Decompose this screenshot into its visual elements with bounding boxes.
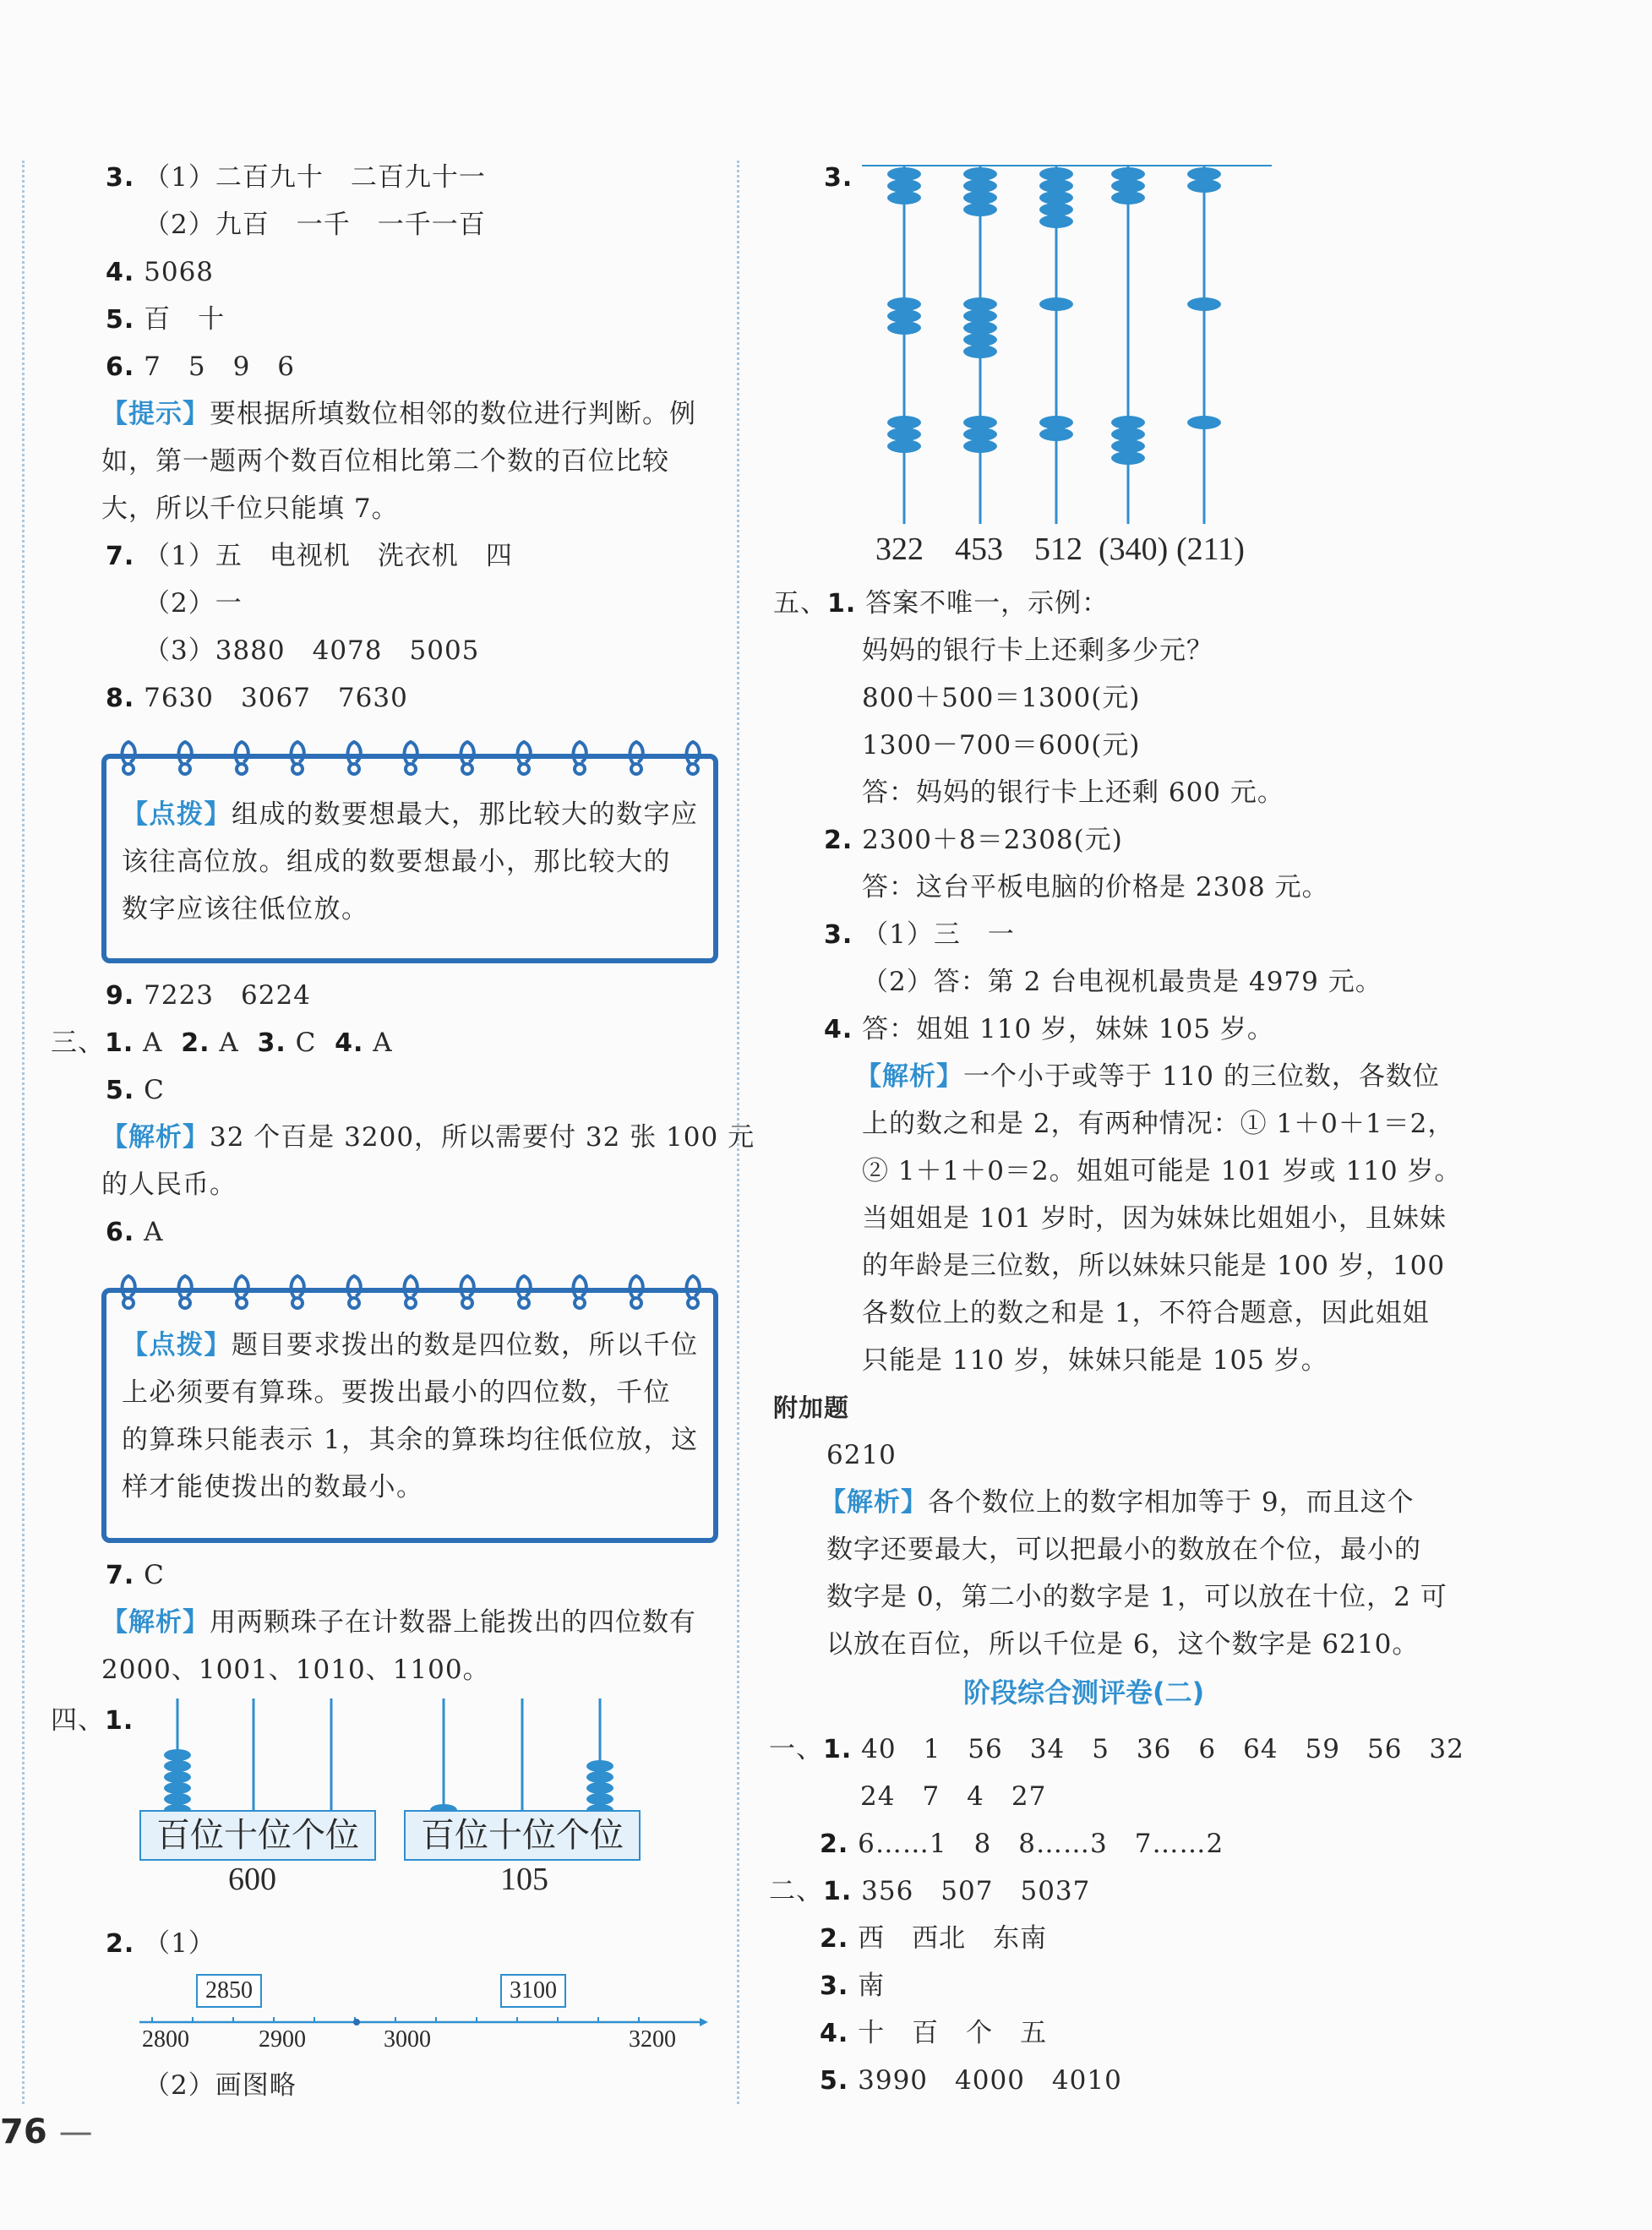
ring-icon bbox=[118, 737, 139, 779]
bead bbox=[1039, 179, 1073, 193]
counter-value: 105 bbox=[500, 1862, 548, 1897]
analysis-4-line-1 bbox=[820, 1479, 1415, 1526]
answer-number: 2. bbox=[820, 1829, 849, 1859]
tip-line-3 bbox=[122, 886, 369, 933]
abacus-value-4: (340) bbox=[1099, 532, 1169, 567]
answer-number: 6. bbox=[106, 352, 135, 382]
answer-3-2 bbox=[144, 201, 486, 248]
answer-text: （1）三 一 bbox=[862, 919, 1015, 950]
answer-text: （2）一 bbox=[144, 588, 243, 619]
tip-line-2 bbox=[122, 838, 671, 886]
bead bbox=[164, 1760, 191, 1772]
hint-tag: 【提示】 bbox=[101, 399, 210, 429]
tip-text: 的算珠只能表示 1，其余的算珠均往低位放，这 bbox=[122, 1425, 699, 1455]
analysis-3-line-6: 各数位上的数之和是 1，不符合题意，因此姐姐 bbox=[862, 1298, 1430, 1328]
abacus-value-1: 322 bbox=[875, 532, 924, 567]
answer-3-1 bbox=[106, 154, 486, 201]
answer-number: 4. bbox=[335, 1028, 364, 1058]
analysis-text: 一个小于或等于 110 的三位数，各数位 bbox=[963, 1061, 1440, 1092]
ring-icon bbox=[683, 737, 703, 779]
analysis-1-line-2 bbox=[101, 1161, 237, 1208]
number-box-3100: 3100 bbox=[500, 1974, 566, 2008]
section-label: 三、 bbox=[51, 1028, 105, 1058]
analysis-text: 各个数位上的数字相加等于 9，而且这个 bbox=[928, 1487, 1415, 1518]
tick-label: 2900 bbox=[259, 2026, 306, 2053]
bead bbox=[164, 1782, 191, 1794]
bead bbox=[1111, 179, 1145, 193]
analysis-text: 32 个百是 3200，所以需要付 32 张 100 元 bbox=[210, 1122, 755, 1153]
part2-answer-1 bbox=[769, 1867, 1090, 1915]
part1-answer-1-cont: 24 7 4 27 bbox=[860, 1781, 1047, 1812]
bead bbox=[1187, 297, 1221, 311]
section-label: 二、 bbox=[769, 1876, 823, 1906]
analysis-3-line-5: 的年龄是三位数，所以妹妹只能是 100 岁，100 bbox=[862, 1251, 1446, 1281]
ring-icon bbox=[118, 1271, 139, 1313]
answer-5-1 bbox=[773, 580, 1109, 627]
answer-3-6 bbox=[106, 1208, 164, 1256]
bead bbox=[1111, 439, 1145, 453]
bead bbox=[963, 309, 997, 323]
answer-number: 2. bbox=[820, 1924, 849, 1954]
ring-icon bbox=[175, 737, 195, 779]
answer-number: 3. bbox=[257, 1028, 286, 1058]
answer-text: 2300＋8＝2308(元) bbox=[862, 825, 1123, 855]
part1-answer-1 bbox=[769, 1726, 1464, 1773]
bead bbox=[164, 1793, 191, 1805]
answer-5-1-result: 答：妈妈的银行卡上还剩 600 元。 bbox=[862, 777, 1284, 808]
tip-tag: 【点拨】 bbox=[122, 1330, 232, 1360]
answer-4-2 bbox=[106, 1920, 215, 1967]
bead bbox=[1039, 416, 1073, 429]
tick-label: 2800 bbox=[142, 2026, 189, 2053]
hint-line-1 bbox=[101, 390, 696, 438]
analysis-text: 2000、1001、1010、1100。 bbox=[101, 1655, 490, 1685]
tip-tag: 【点拨】 bbox=[122, 799, 232, 830]
ring-icon bbox=[401, 737, 421, 779]
ring-icon bbox=[570, 1271, 590, 1313]
ring-icon bbox=[626, 1271, 646, 1313]
bead bbox=[887, 416, 921, 429]
answer-7-1 bbox=[106, 532, 513, 580]
answer-text: （1）五 电视机 洗衣机 四 bbox=[144, 541, 513, 571]
bead bbox=[887, 191, 921, 204]
ring-icon bbox=[232, 737, 252, 779]
counter-diagram-105 bbox=[397, 1698, 651, 1825]
bead bbox=[164, 1749, 191, 1761]
answer-text: 5068 bbox=[144, 257, 215, 287]
part2-answer-5 bbox=[820, 2057, 1122, 2104]
answer-text: 答案不唯一，示例： bbox=[865, 588, 1110, 619]
bead bbox=[1111, 428, 1145, 441]
section-4-row bbox=[51, 1697, 134, 1744]
answer-text: C bbox=[144, 1560, 165, 1590]
bead bbox=[1187, 179, 1221, 193]
tick-label: 3200 bbox=[629, 2026, 676, 2053]
answer-text: 百 十 bbox=[144, 304, 226, 335]
place-value-label: 百位十位个位 bbox=[139, 1810, 376, 1861]
answer-text: 十 百 个 五 bbox=[858, 2018, 1048, 2048]
tip-line-1 bbox=[122, 791, 699, 838]
page-number: 76 — bbox=[0, 2113, 93, 2151]
answer-number: 5. bbox=[106, 305, 135, 335]
ring-icon bbox=[344, 737, 364, 779]
analysis-tag: 【解析】 bbox=[820, 1487, 928, 1518]
answer-text: 40 1 56 34 5 36 6 64 59 56 32 bbox=[861, 1734, 1464, 1764]
answer-number: 1. bbox=[105, 1028, 134, 1058]
hint-line-3 bbox=[101, 485, 399, 532]
bead bbox=[963, 416, 997, 429]
answer-number: 3. bbox=[824, 920, 853, 950]
tick-label: 3000 bbox=[384, 2026, 431, 2053]
answer-number: 3. bbox=[106, 163, 135, 193]
bead bbox=[1111, 191, 1145, 204]
bead bbox=[1187, 416, 1221, 429]
abacus-value-3: 512 bbox=[1034, 532, 1082, 567]
bead bbox=[887, 439, 921, 453]
ring-icon bbox=[570, 737, 590, 779]
hint-text: 要根据所填数位相邻的数位进行判断。例 bbox=[210, 399, 696, 429]
tip-text: 题目要求拨出的数是四位数，所以千位 bbox=[232, 1330, 699, 1360]
answer-text: C bbox=[295, 1028, 317, 1058]
abacus-value-5: (211) bbox=[1176, 532, 1245, 567]
bead bbox=[586, 1760, 613, 1772]
bead bbox=[963, 321, 997, 335]
answer-number: 2. bbox=[181, 1028, 210, 1058]
answer-text: 7630 3067 7630 bbox=[144, 683, 408, 713]
analysis-3-line-1 bbox=[855, 1053, 1440, 1100]
answer-text: A bbox=[144, 1217, 164, 1247]
analysis-3-line-7: 只能是 110 岁，妹妹只能是 105 岁。 bbox=[862, 1345, 1328, 1376]
analysis-1-line-1 bbox=[101, 1114, 755, 1161]
answer-5-4 bbox=[824, 1006, 1274, 1053]
answer-9 bbox=[106, 972, 311, 1019]
bead bbox=[887, 321, 921, 335]
answer-5-3 bbox=[824, 911, 1015, 958]
answer-text: （1）二百九十 二百九十一 bbox=[144, 162, 486, 193]
answer-number: 9. bbox=[106, 981, 135, 1011]
answer-8 bbox=[106, 674, 408, 722]
answer-number: 1. bbox=[823, 1735, 853, 1764]
ring-icon bbox=[287, 1271, 308, 1313]
hint-text: 大，所以千位只能填 7。 bbox=[101, 493, 399, 524]
answer-number: 7. bbox=[106, 542, 135, 571]
answer-text: （2）九百 一千 一千一百 bbox=[144, 210, 486, 240]
tip-line-1 bbox=[122, 1322, 699, 1369]
answer-3-5 bbox=[106, 1066, 165, 1114]
answer-text: （1） bbox=[144, 1928, 215, 1959]
answer-number: 2. bbox=[106, 1929, 135, 1959]
part1-answer-2 bbox=[820, 1820, 1224, 1867]
analysis-4-line-2: 数字还要最大，可以把最小的数放在个位，最小的 bbox=[826, 1535, 1421, 1565]
tip-text: 样才能使拨出的数最小。 bbox=[122, 1472, 424, 1502]
left-margin-rule bbox=[22, 161, 25, 2104]
answer-5 bbox=[106, 296, 225, 343]
bead bbox=[1111, 451, 1145, 465]
ring-icon bbox=[683, 1271, 703, 1313]
extra-question-title: 附加题 bbox=[773, 1393, 850, 1422]
tip-box-2 bbox=[101, 1288, 718, 1543]
bead bbox=[963, 439, 997, 453]
answer-text: C bbox=[144, 1075, 165, 1105]
bead bbox=[963, 203, 997, 216]
answer-5-1-step1: 800＋500＝1300(元) bbox=[862, 683, 1141, 713]
ring-icon bbox=[457, 737, 477, 779]
answer-3-7 bbox=[106, 1551, 165, 1599]
ring-icon bbox=[287, 737, 308, 779]
part2-answer-3 bbox=[820, 1962, 885, 2009]
analysis-tag: 【解析】 bbox=[101, 1122, 210, 1153]
bead bbox=[963, 428, 997, 441]
bead bbox=[1111, 416, 1145, 429]
bead bbox=[1111, 167, 1145, 181]
tip-text: 数字应该往低位放。 bbox=[122, 894, 369, 924]
bead bbox=[963, 179, 997, 193]
part2-answer-4 bbox=[820, 2009, 1047, 2057]
ring-icon bbox=[457, 1271, 477, 1313]
analysis-text: 用两颗珠子在计数器上能拨出的四位数有 bbox=[210, 1607, 696, 1638]
bead bbox=[963, 297, 997, 311]
answer-text: 356 507 5037 bbox=[861, 1876, 1091, 1906]
bead bbox=[1039, 191, 1073, 204]
answer-number: 4. bbox=[820, 2019, 849, 2048]
ring-icon bbox=[514, 737, 534, 779]
analysis-3-line-3: ② 1＋1＋0＝2。姐姐可能是 101 岁或 110 岁。 bbox=[862, 1156, 1462, 1186]
answer-number: 4. bbox=[106, 258, 135, 287]
answer-text: 6……1 8 8……3 7……2 bbox=[858, 1829, 1224, 1859]
analysis-tag: 【解析】 bbox=[855, 1061, 963, 1092]
answer-5-3-part2: （2）答：第 2 台电视机最贵是 4979 元。 bbox=[862, 967, 1382, 997]
bead bbox=[1039, 428, 1073, 441]
hint-text: 如，第一题两个数百位相比第二个数的百位比较 bbox=[101, 446, 669, 477]
bead bbox=[1039, 297, 1073, 311]
answer-text: 西 西北 东南 bbox=[858, 1923, 1048, 1954]
page-number-text: 76 bbox=[0, 2113, 47, 2151]
ring-icon bbox=[401, 1271, 421, 1313]
answer-6 bbox=[106, 343, 295, 390]
section-label: 四、 bbox=[51, 1705, 105, 1736]
answer-text: 3990 4000 4010 bbox=[858, 2065, 1122, 2096]
bead bbox=[586, 1771, 613, 1783]
analysis-4-line-4: 以放在百位，所以千位是 6，这个数字是 6210。 bbox=[826, 1629, 1420, 1660]
analysis-2-line-1 bbox=[101, 1599, 696, 1646]
answer-3-abacus bbox=[824, 154, 853, 201]
answer-5-2 bbox=[824, 816, 1123, 864]
answer-number: 5. bbox=[820, 2066, 849, 2096]
bead bbox=[963, 191, 997, 204]
answer-number: 7. bbox=[106, 1561, 135, 1590]
answer-number: 6. bbox=[106, 1218, 135, 1247]
bead bbox=[887, 309, 921, 323]
answer-5-2-result: 答：这台平板电脑的价格是 2308 元。 bbox=[862, 872, 1329, 902]
number-box-2850: 2850 bbox=[196, 1974, 262, 2008]
bead bbox=[963, 333, 997, 346]
ring-icon bbox=[175, 1271, 195, 1313]
extra-question-answer: 6210 bbox=[826, 1440, 897, 1470]
answer-text: 答：姐姐 110 岁，妹妹 105 岁。 bbox=[862, 1014, 1274, 1044]
answer-text: 7223 6224 bbox=[144, 980, 311, 1011]
part2-answer-2 bbox=[820, 1915, 1047, 1962]
analysis-text: 的人民币。 bbox=[101, 1170, 237, 1200]
answer-number: 3. bbox=[820, 1971, 849, 2001]
ring-icon bbox=[514, 1271, 534, 1313]
bead bbox=[887, 428, 921, 441]
answer-number: 5. bbox=[106, 1076, 135, 1105]
abacus-value-2: 453 bbox=[955, 532, 1003, 567]
counter-diagram-600 bbox=[127, 1698, 380, 1825]
tip-text: 上必须要有算珠。要拨出最小的四位数，千位 bbox=[122, 1377, 671, 1408]
tip-line-2 bbox=[122, 1369, 671, 1416]
section-label: 一、 bbox=[769, 1734, 823, 1764]
tip-text: 组成的数要想最大，那比较大的数字应 bbox=[232, 799, 699, 830]
bead bbox=[1039, 215, 1073, 228]
section-label: 五、 bbox=[773, 588, 827, 619]
ring-icon bbox=[232, 1271, 252, 1313]
tip-line-3 bbox=[122, 1416, 699, 1464]
answer-5-1-question: 妈妈的银行卡上还剩多少元？ bbox=[862, 635, 1213, 666]
bead bbox=[887, 297, 921, 311]
answer-number: 4. bbox=[824, 1015, 853, 1044]
section-3-row bbox=[51, 1019, 393, 1066]
bead bbox=[586, 1782, 613, 1794]
bead bbox=[164, 1771, 191, 1783]
tip-line-4 bbox=[122, 1464, 424, 1511]
answer-text: 南 bbox=[858, 1971, 886, 2001]
answer-number: 1. bbox=[827, 589, 857, 619]
answer-number: 1. bbox=[105, 1706, 134, 1736]
abacus-diagram bbox=[853, 161, 1276, 532]
hint-line-2 bbox=[101, 438, 669, 485]
analysis-2-line-2 bbox=[101, 1646, 490, 1693]
answer-5-1-step2: 1300－700＝600(元) bbox=[862, 730, 1141, 761]
ring-icon bbox=[344, 1271, 364, 1313]
answer-number: 1. bbox=[823, 1877, 853, 1906]
answer-4 bbox=[106, 248, 214, 296]
bead bbox=[586, 1793, 613, 1805]
bead bbox=[1039, 167, 1073, 181]
tip-text: 该往高位放。组成的数要想最小，那比较大的 bbox=[122, 847, 671, 877]
place-value-label: 百位十位个位 bbox=[404, 1810, 641, 1861]
answer-text: A bbox=[219, 1028, 239, 1058]
bead bbox=[887, 179, 921, 193]
answer-text: （3）3880 4078 5005 bbox=[144, 635, 480, 666]
bead bbox=[963, 345, 997, 358]
answer-number: 3. bbox=[824, 163, 853, 193]
answer-text: （2）画图略 bbox=[144, 2070, 297, 2101]
analysis-3-line-4: 当姐姐是 101 岁时，因为妹妹比姐姐小，且妹妹 bbox=[862, 1203, 1447, 1234]
answer-number: 8. bbox=[106, 684, 135, 713]
answer-7-3 bbox=[144, 627, 479, 674]
bead bbox=[963, 167, 997, 181]
answer-number: 2. bbox=[824, 826, 853, 855]
answer-text: 7 5 9 6 bbox=[144, 352, 296, 382]
analysis-4-line-3: 数字是 0，第二小的数字是 1，可以放在十位，2 可 bbox=[826, 1582, 1448, 1612]
counter-value: 600 bbox=[228, 1862, 276, 1897]
analysis-tag: 【解析】 bbox=[101, 1607, 210, 1638]
ring-icon bbox=[626, 737, 646, 779]
analysis-3-line-2: 上的数之和是 2，有两种情况：① 1＋0＋1＝2， bbox=[862, 1109, 1455, 1139]
stage-test-title: 阶段综合测评卷(二) bbox=[963, 1677, 1205, 1709]
answer-text: A bbox=[373, 1028, 393, 1058]
answer-text: A bbox=[143, 1028, 163, 1058]
bead bbox=[887, 167, 921, 181]
answer-7-2 bbox=[144, 580, 243, 627]
bead bbox=[1039, 203, 1073, 216]
tip-box-1 bbox=[101, 754, 718, 963]
bead bbox=[1187, 167, 1221, 181]
point-marker bbox=[353, 2019, 360, 2026]
answer-4-2-part2 bbox=[144, 2062, 297, 2109]
